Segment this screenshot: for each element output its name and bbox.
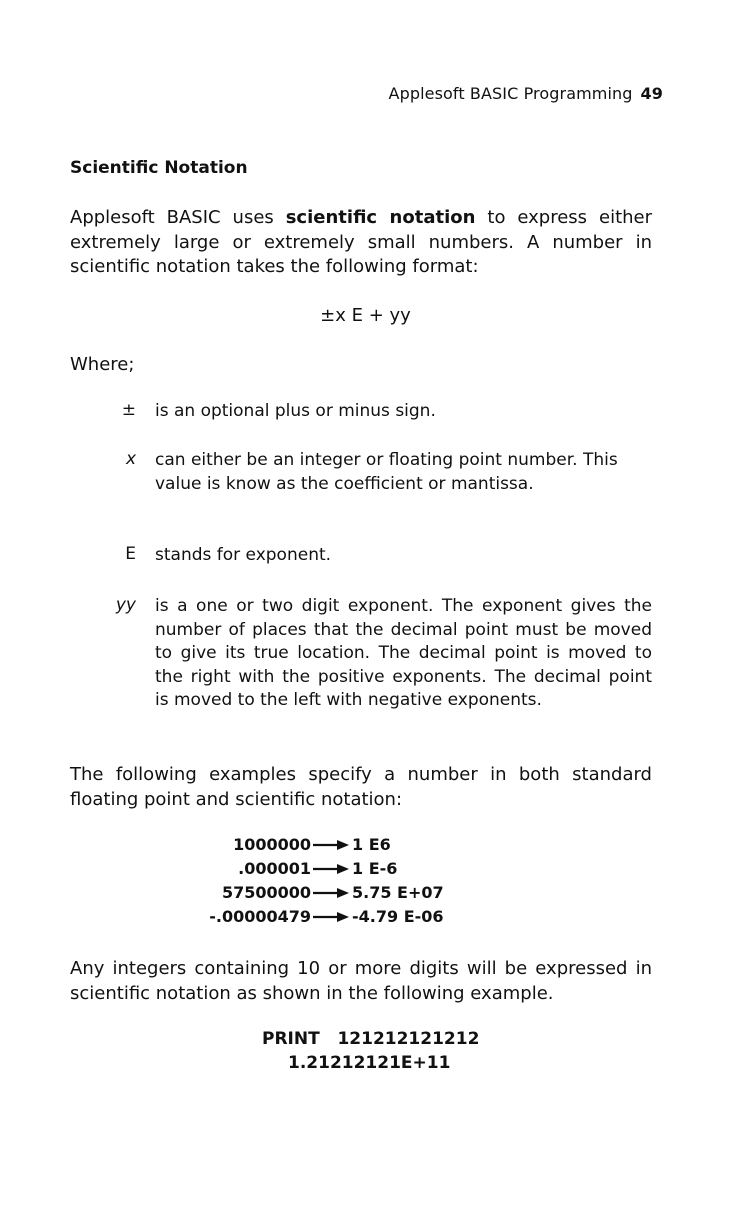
arrow-right-icon [313,911,349,923]
example-row [0,859,731,883]
example-standard: .000001 [238,859,311,878]
example-scientific: 5.75 E+07 [352,883,444,902]
example-scientific: -4.79 E-06 [352,907,444,926]
example-row [0,907,731,931]
intro-text-end: to express either extremely large or extremely small numbers. A number in scientific notation takes the following format: [70,207,653,277]
integers-note-paragraph: Any integers containing 10 or more digits will be expressed in scientific notation as shown in the following example. [70,958,652,1004]
intro-bold-term: scientific notation [285,207,476,228]
example-row [0,835,731,859]
intro-paragraph [70,206,652,280]
definition-term: E [125,544,136,564]
example-standard: 57500000 [221,883,311,902]
example-scientific: 1 E-6 [352,859,398,878]
arrow-right-icon [313,887,349,899]
definition-term: ± [121,400,136,420]
section-title: Scientific Notation [70,158,248,178]
arrow-right-icon [313,839,349,851]
running-head-title: Applesoft BASIC Programming [388,84,633,103]
print-command: PRINT 121212121212 [262,1029,480,1049]
intro-text-start: Applesoft BASIC uses [70,207,286,228]
where-label: Where; [70,354,135,375]
examples-intro-paragraph: The following examples specify a number in both standard floating point and scientific notation: [70,764,652,810]
arrow-right-icon [313,863,349,875]
definition-text: can either be an integer or floating point number. This value is know as the coefficient or mantissa. [155,450,618,494]
definition-text: is an optional plus or minus sign. [155,401,436,421]
example-scientific: 1 E6 [352,835,391,854]
running-head [389,84,663,103]
notation-format: ±x E + yy [320,305,411,326]
definition-term: x [125,449,136,469]
definition-term: yy [115,595,136,615]
print-output: 1.21212121E+11 [288,1053,451,1073]
example-standard: -.00000479 [209,907,311,926]
example-standard: 1000000 [233,835,311,854]
page-number: 49 [640,84,663,103]
definition-text: stands for exponent. [155,545,332,565]
definition-text: is a one or two digit exponent. The exponent gives the number of places that the decimal point must be moved to give its true location. The decimal point is moved to the right with the positive exponents. The decimal point is moved to the left with negative exponents. [155,596,652,710]
example-row [0,883,731,907]
